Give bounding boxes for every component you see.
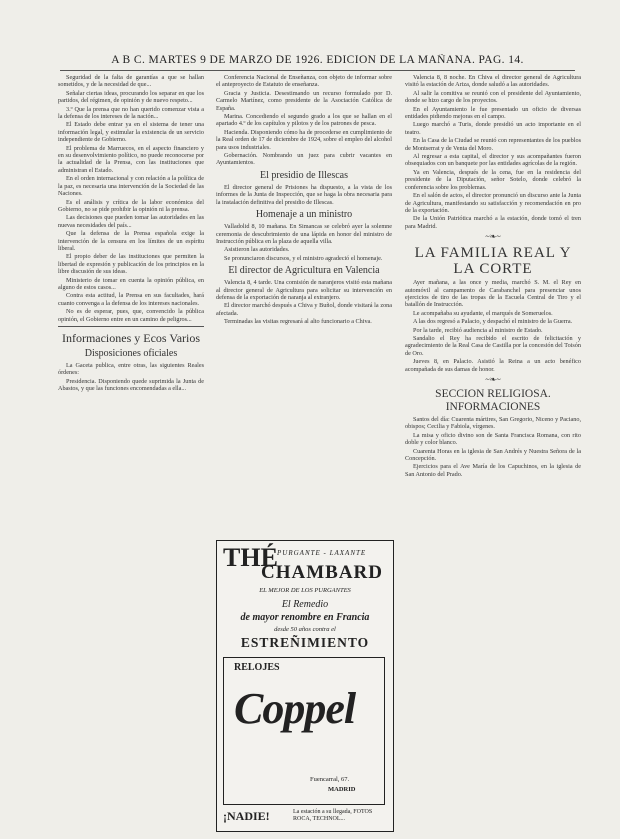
- paragraph: Seguridad de la falta de garantías a que se hallan sometidos, y de la necesidad de que...: [58, 74, 204, 89]
- ad-estrenimiento: ESTREÑIMIENTO: [240, 635, 370, 650]
- paragraph: El director general de Prisiones ha dispuesto, a la vista de los informes de la Junta de Inspección, que se haga la obra necesaria para la instalación definitiva del presidio de Illescas.: [216, 183, 392, 206]
- paragraph: Es el análisis y crítica de la labor económica del Gobierno, no se pide prohibir la opinión ni la prensa.: [58, 198, 204, 213]
- column-middle: [216, 74, 392, 532]
- ad-purgante: PURGANTE - LAXANTE: [277, 549, 367, 557]
- paragraph: Marina. Concediendo el segundo grado a los que se hallan en el apartado 4.º de los capítulos y pilotos y de los patrones de pesca.: [216, 113, 392, 128]
- paragraph: La misa y oficio divino son de Santa Francisca Romana, con rito doble y color blanco.: [405, 431, 581, 447]
- paragraph: Las decisiones que pueden tomar las autoridades en las nuevas necesidades del país...: [58, 214, 204, 229]
- article-heading: El presidio de Illescas: [259, 169, 349, 181]
- ad-brand: CHAMBARD: [261, 562, 383, 583]
- ad-coppel-logo: Coppel: [234, 684, 356, 733]
- paragraph: Conferencia Nacional de Enseñanza, con objeto de informar sobre el anteproyecto de Estatuto de enseñanza.: [216, 74, 392, 89]
- ad-address: Fuencarral, 67.: [310, 776, 350, 783]
- paragraph: Al salir la comitiva se reunió con el presidente del Ayuntamiento, donde se hizo cargo de los proyectos.: [405, 89, 581, 105]
- ad-small-text: La estación a su llegada, FOTOS ROCA, TECHNOL...: [293, 809, 373, 822]
- section-subheading: Disposiciones oficiales: [84, 348, 178, 359]
- ornament-divider: ~❧~: [485, 232, 501, 242]
- ad-remedio: El Remedio: [281, 599, 329, 610]
- page-header: A B C. MARTES 9 DE MARZO DE 1926. EDICION DE LA MAÑANA. PAG. 14.: [60, 54, 575, 71]
- paragraph: De la Unión Patriótica marchó a la estación, donde tomó el tren para Madrid.: [405, 215, 581, 230]
- article-heading: El director de Agricultura en Valencia: [228, 265, 380, 277]
- paragraph: Señalar ciertas ideas, procurando los separar en que los partidos, del régimen, de opinión y de nuevo respeto...: [58, 89, 204, 105]
- paragraph: Ejercicios para el Ave María de los Capuchinos, en la iglesia de San Antonio del Prado.: [405, 463, 581, 478]
- paragraph: Le acompañaba su ayudante, el marqués de Someruelos.: [413, 309, 553, 317]
- paragraph: En el salón de actos, el director pronunció un discurso ante la Junta de Agricultura, manifestando su satisfacción y recomendación en pro de la exportación.: [405, 192, 581, 214]
- section-heading: LA FAMILIA REAL Y LA CORTE: [414, 245, 572, 278]
- column-left: [58, 74, 204, 664]
- paragraph: Ministerio de tomar en cuenta la opinión pública, en alguno de estos casos...: [58, 276, 204, 291]
- paragraph: Presidencia. Disponiendo quede suprimida la Junta de Abastos, y que las funciones encomendadas a ella...: [58, 377, 204, 393]
- ad-city: MADRID: [328, 786, 356, 793]
- paragraph: A las dos regresó a Palacio, y despachó el ministro de la Guerra.: [413, 318, 573, 326]
- ad-renombre: de mayor renombre en Francia: [240, 612, 370, 623]
- paragraph: Valencia 8, 4 tarde. Una comisión de naranjeros visitó esta mañana al director general de Agricultura para solicitar su intervención en defensa de la exportación de naranja al extranjero.: [216, 279, 392, 301]
- paragraph: La Gaceta publica, entre otras, las siguientes Reales órdenes:: [58, 362, 204, 377]
- paragraph: Cuarenta Horas en la iglesia de San Andrés y Nuestra Señora de la Concepción.: [405, 447, 581, 463]
- ad-the: THÉ: [223, 543, 278, 572]
- paragraph: El propio deber de las instituciones que permiten la libertad de expresión y publicación de los principios en la libre discusión de sus ideas.: [58, 253, 204, 276]
- paragraph: Sandalio el Rey ha recibido el escrito de felicitación y agradecimiento de la Real Casa de Castilla por la concesión del Toisón de Oro.: [405, 334, 581, 357]
- paragraph: Que la defensa de la Prensa española exige la intervención de la censura en los límites de un espíritu liberal.: [58, 230, 204, 252]
- paragraph: No es de esperar, pues, que, convencido la pública opinión, el Gobierno entre en un camino de peligros...: [58, 308, 204, 323]
- paragraph: Terminadas las visitas regresará al alto funcionario a Chiva.: [224, 318, 372, 326]
- ad-tagline: EL MEJOR DE LOS PURGANTES: [259, 587, 351, 594]
- divider: [58, 326, 204, 327]
- column-right: [405, 74, 581, 824]
- paragraph: Santos del día: Cuarenta mártires, San Gregorio, Niceno y Paciano, obispos; Cecilia y Fabiola, vírgenes.: [405, 416, 581, 431]
- ad-nadie: ¡NADIE!: [223, 809, 270, 823]
- ad-line: desde 50 años contra el: [274, 626, 336, 633]
- paragraph: Contra esta actitud, la Prensa en sus facultades, hará cuanto convenga a la defensa de los intereses nacionales.: [58, 292, 204, 307]
- paragraph: El problema de Marruecos, en el aspecto financiero y en su desenvolvimiento político, no puede reconocerse por la actualidad de la Prensa, con las instituciones que administran el Estado.: [58, 144, 204, 174]
- paragraph: Jueves 8, en Palacio. Asistió la Reina a un acto benéfico acompañada de sus damas de honor.: [405, 358, 581, 373]
- ad-box-coppel: [223, 657, 385, 805]
- paragraph: Hacienda. Disponiendo cómo ha de procederse en cumplimiento de la Real orden de 17 de diciembre de 1924, sobre el empleo del alcohol para usos industriales.: [216, 128, 392, 151]
- paragraph: Al regresar a esta capital, el director y sus acompañantes fueron obsequiados con un banquete por las entidades agrícolas de la región.: [405, 153, 581, 168]
- paragraph: Luego marchó a Turis, donde presidió un acto importante en el teatro.: [405, 121, 581, 136]
- paragraph: Por la tarde, recibió audiencia al ministro de Estado.: [413, 326, 543, 334]
- paragraph: Asistieron las autoridades.: [224, 246, 290, 254]
- advertisement: [216, 540, 394, 832]
- section-heading: SECCION RELIGIOSA. INFORMACIONES: [435, 388, 551, 413]
- ad-relojes: RELOJES: [234, 662, 280, 673]
- paragraph: En el orden internacional y con relación a la política de la paz, es necesaria una intervención de la Sociedad de las Naciones.: [58, 175, 204, 198]
- article-heading: Homenaje a un ministro: [255, 209, 353, 221]
- paragraph: Ayer mañana, a las once y media, marchó S. M. el Rey en automóvil al campamento de Carabanchel para presenciar unos ejercicios de tiro de las tropas de la Escuela Central de Tiro y el batallón de Instrucción.: [405, 279, 581, 309]
- paragraph: Gracia y Justicia. Desestimando un recurso formulado por D. Carmelo Martínez, como presidente de la Asociación Católica de España.: [216, 89, 392, 112]
- ornament-divider: ~❧~: [485, 375, 501, 384]
- section-heading: Informaciones y Ecos Varios: [61, 331, 201, 345]
- paragraph: El Estado debe entrar ya en el sistema de tener una información legal, y estimular la existencia de un servicio independiente de Gobierno.: [58, 121, 204, 144]
- paragraph: Valencia 8, 8 noche. En Chiva el director general de Agricultura visitó la estación de Ariza, donde saludó a las autoridades.: [405, 74, 581, 89]
- paragraph: El director marchó después a Chiva y Buñol, donde visitará la zona afectada.: [216, 302, 392, 317]
- paragraph: Se pronunciaron discursos, y el ministro agradeció el homenaje.: [224, 254, 383, 262]
- paragraph: Ya en Valencia, después de la cena, fue en la residencia del presidente de la Diputación, señor Sotelo, donde celebró la conferencia sobre los problemas.: [405, 168, 581, 191]
- paragraph: En el Ayuntamiento le fue presentado un oficio de diversas entidades pidiendo mejoras en el campo.: [405, 105, 581, 121]
- paragraph: En la Casa de la Ciudad se reunió con representantes de los pueblos de Montserrat y de Venta del Moro.: [405, 137, 581, 152]
- paragraph: Valladolid 8, 10 mañana. En Simancas se celebró ayer la solemne ceremonia de descubrimiento de una lápida en honor del ministro de Instrucción pública en la plaza de aquella villa.: [216, 223, 392, 245]
- paragraph: Gobernación. Nombrando un juez para cubrir vacantes en Ayuntamientos.: [216, 152, 392, 167]
- paragraph: 3.º Que la prensa que no han querido comenzar vista a la defensa de los intereses de la nación...: [58, 105, 204, 121]
